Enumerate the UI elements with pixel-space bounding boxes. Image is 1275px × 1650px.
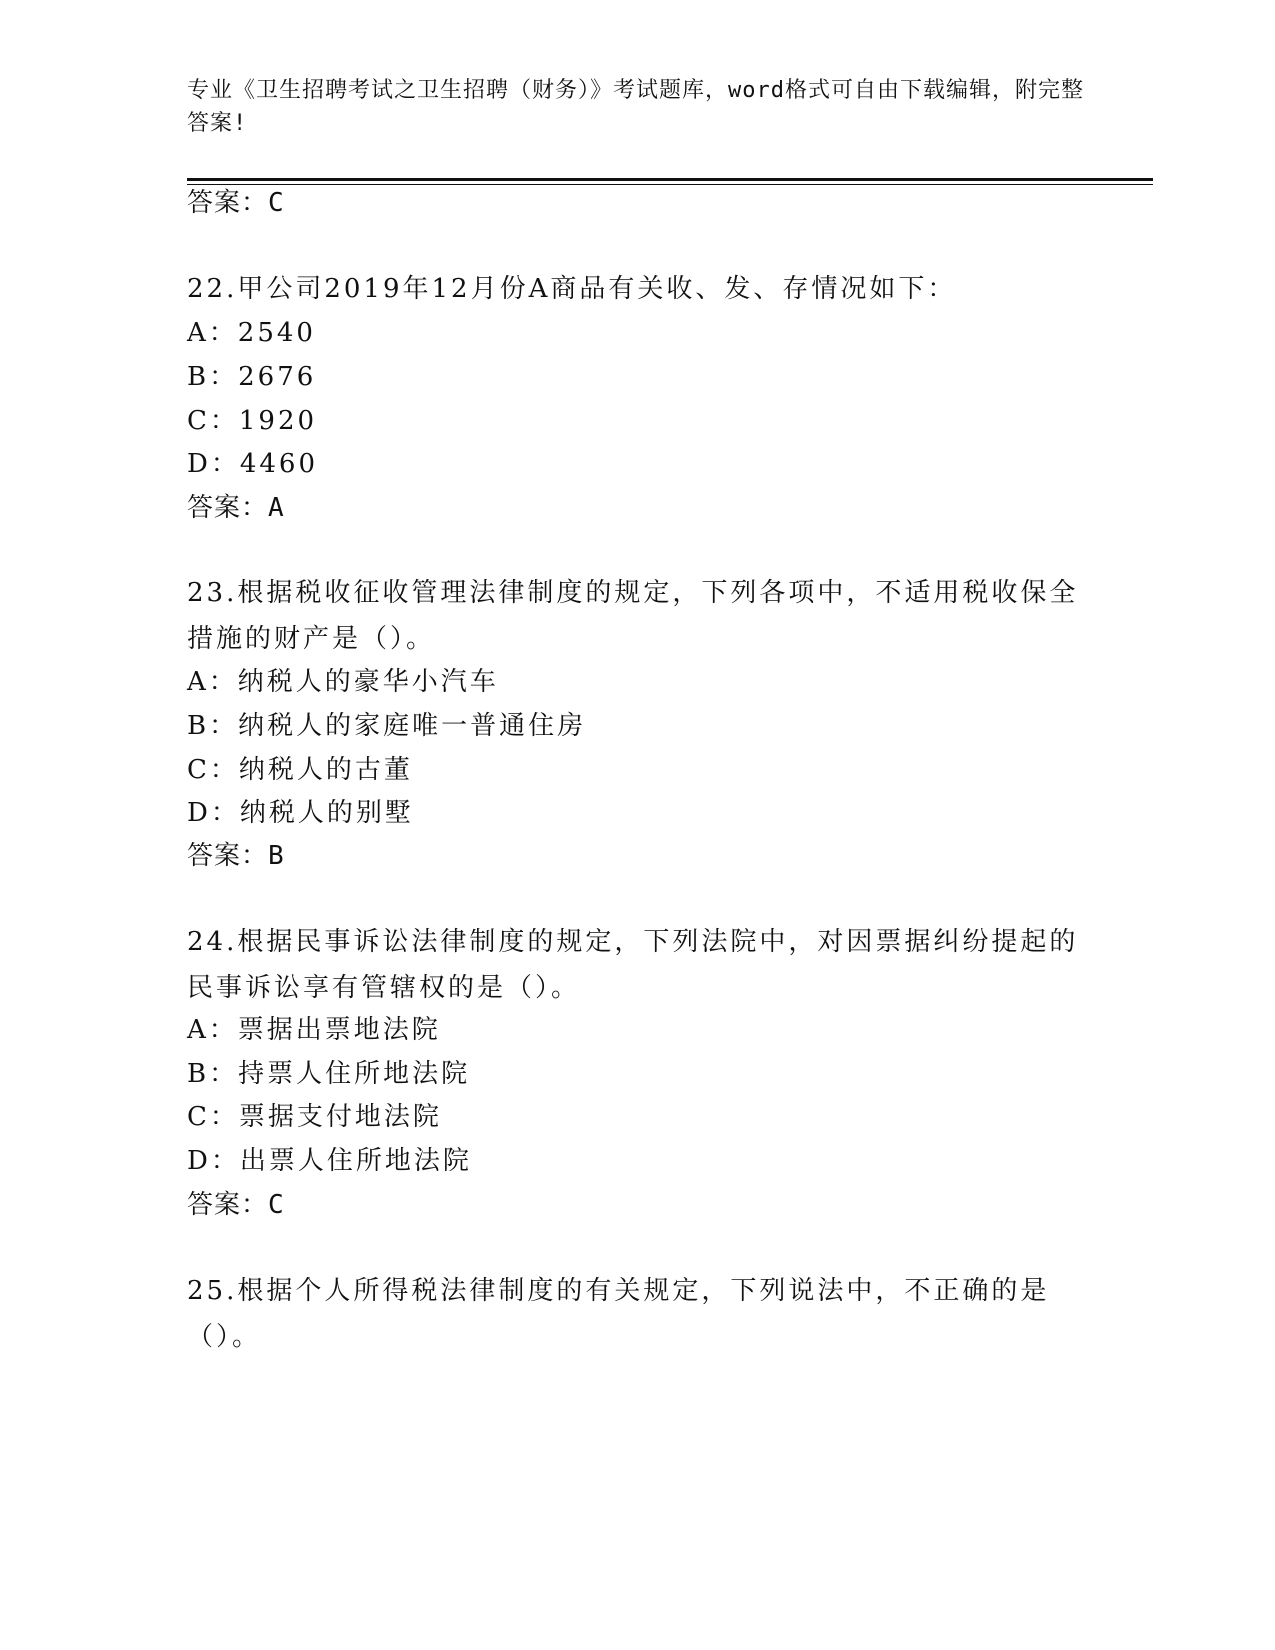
- question-23-option-d: D：纳税人的别墅: [187, 798, 414, 828]
- answer-24: 答案：C: [187, 1190, 285, 1220]
- question-22-option-c: C：1920: [187, 406, 318, 436]
- question-25-stem: 25.根据个人所得税法律制度的有关规定，下列说法中，不正确的是（）。: [187, 1276, 1050, 1352]
- question-24-option-c: C：票据支付地法院: [187, 1102, 442, 1132]
- question-22-option-d: D：4460: [187, 449, 319, 479]
- question-24-option-b: B：持票人住所地法院: [187, 1059, 471, 1089]
- header-rule-thin: [187, 184, 1153, 185]
- question-23-option-b: B：纳税人的家庭唯一普通住房: [187, 711, 587, 741]
- question-22-option-b: B：2676: [187, 362, 317, 392]
- question-23-option-c: C：纳税人的古董: [187, 755, 413, 785]
- answer-21: 答案：C: [187, 188, 285, 218]
- question-24-option-a: A：票据出票地法院: [187, 1015, 441, 1045]
- question-22-stem: 22.甲公司2019年12月份A商品有关收、发、存情况如下：: [187, 274, 957, 304]
- header-rule-thick: [187, 178, 1153, 181]
- question-22-option-a: A：2540: [187, 318, 316, 348]
- question-24-stem: 24.根据民事诉讼法律制度的规定，下列法院中，对因票据纠纷提起的民事诉讼享有管辖权的是（）。: [187, 927, 1079, 1003]
- question-23-stem: 23.根据税收征收管理法律制度的规定，下列各项中，不适用税收保全措施的财产是（）。: [187, 578, 1079, 654]
- answer-23: 答案：B: [187, 841, 285, 871]
- answer-22: 答案：A: [187, 493, 285, 523]
- document-header: 专业《卫生招聘考试之卫生招聘（财务）》考试题库，word格式可自由下载编辑，附完整答案!: [187, 78, 1084, 136]
- question-23-option-a: A：纳税人的豪华小汽车: [187, 667, 499, 697]
- question-24-option-d: D：出票人住所地法院: [187, 1146, 472, 1176]
